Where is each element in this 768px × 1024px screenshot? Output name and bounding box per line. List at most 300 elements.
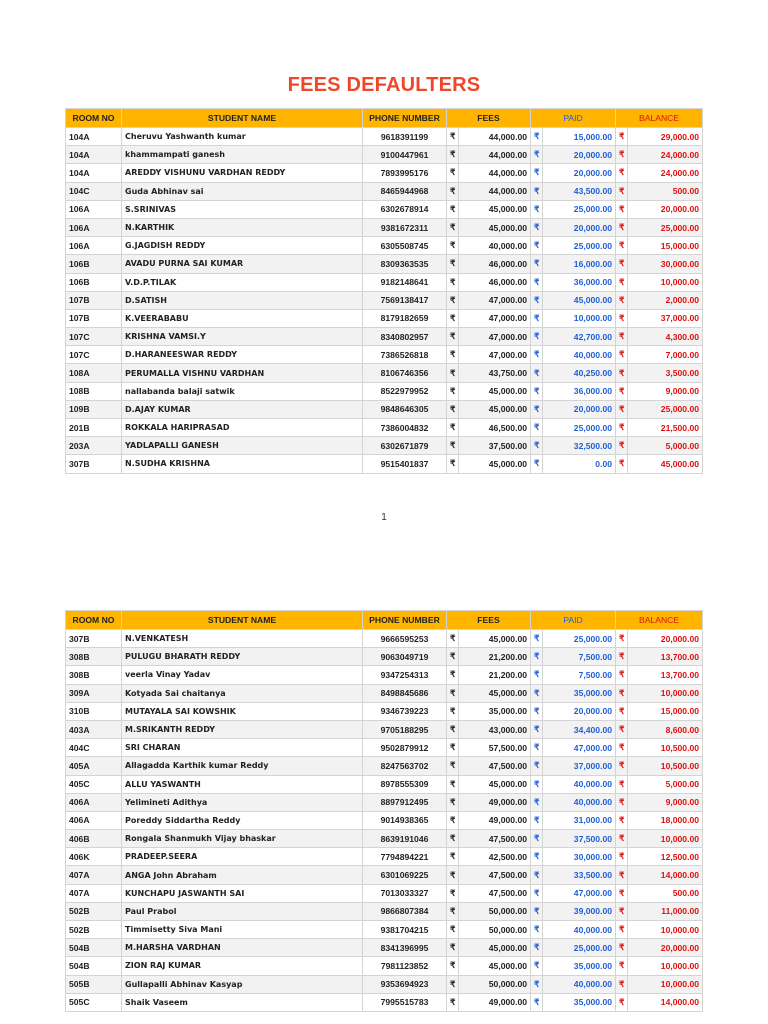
- phone-number-cell: 7794894221: [363, 848, 447, 866]
- paid-header: PAID: [531, 109, 616, 128]
- fees-currency-symbol: ₹: [447, 830, 459, 848]
- balance-cell: 15,000.00: [628, 237, 703, 255]
- balance-cell: 10,000.00: [628, 957, 703, 975]
- phone-number-cell: 9100447961: [363, 146, 447, 164]
- balance-currency-symbol: ₹: [616, 630, 628, 648]
- phone-number-cell: 8179182659: [363, 309, 447, 327]
- phone-number-cell: 9705188295: [363, 720, 447, 738]
- paid-cell: 35,000.00: [543, 684, 616, 702]
- paid-currency-symbol: ₹: [531, 993, 543, 1011]
- phone-number-cell: 8247563702: [363, 757, 447, 775]
- paid-cell: 40,250.00: [543, 364, 616, 382]
- paid-cell: 25,000.00: [543, 939, 616, 957]
- room-no-cell: 106B: [66, 255, 122, 273]
- paid-cell: 10,000.00: [543, 309, 616, 327]
- room-no-cell: 504B: [66, 957, 122, 975]
- fees-currency-symbol: ₹: [447, 164, 459, 182]
- fees-currency-symbol: ₹: [447, 939, 459, 957]
- paid-currency-symbol: ₹: [531, 684, 543, 702]
- student-name-cell: Timmisetty Siva Mani: [122, 921, 363, 939]
- table-row: [66, 921, 703, 939]
- fees-cell: 44,000.00: [459, 182, 531, 200]
- room-no-cell: 106A: [66, 237, 122, 255]
- paid-cell: 47,000.00: [543, 884, 616, 902]
- student-name-cell: D.SATISH: [122, 291, 363, 309]
- fees-currency-symbol: ₹: [447, 364, 459, 382]
- balance-cell: 10,000.00: [628, 273, 703, 291]
- student-name-cell: Poreddy Siddartha Reddy: [122, 811, 363, 829]
- fees-cell: 45,000.00: [459, 630, 531, 648]
- table-row: [66, 848, 703, 866]
- fees-currency-symbol: ₹: [447, 884, 459, 902]
- fees-currency-symbol: ₹: [447, 957, 459, 975]
- balance-currency-symbol: ₹: [616, 328, 628, 346]
- balance-currency-symbol: ₹: [616, 720, 628, 738]
- room-no-cell: 308B: [66, 648, 122, 666]
- balance-cell: 24,000.00: [628, 146, 703, 164]
- fees-cell: 45,000.00: [459, 200, 531, 218]
- paid-cell: 39,000.00: [543, 902, 616, 920]
- paid-currency-symbol: ₹: [531, 811, 543, 829]
- table-row: [66, 218, 703, 236]
- phone-number-cell: 8498845686: [363, 684, 447, 702]
- table-row: [66, 975, 703, 993]
- phone-number-cell: 9618391199: [363, 128, 447, 146]
- phone-number-cell: 7995515783: [363, 993, 447, 1011]
- phone-number-cell: 9502879912: [363, 739, 447, 757]
- balance-cell: 14,000.00: [628, 866, 703, 884]
- paid-currency-symbol: ₹: [531, 309, 543, 327]
- student-name-cell: PULUGU BHARATH REDDY: [122, 648, 363, 666]
- paid-cell: 47,000.00: [543, 739, 616, 757]
- paid-cell: 30,000.00: [543, 848, 616, 866]
- phone-number-cell: 8340802957: [363, 328, 447, 346]
- paid-currency-symbol: ₹: [531, 255, 543, 273]
- table-row: [66, 182, 703, 200]
- table-row: [66, 939, 703, 957]
- phone-number-cell: 9353694923: [363, 975, 447, 993]
- fees-currency-symbol: ₹: [447, 720, 459, 738]
- balance-currency-symbol: ₹: [616, 921, 628, 939]
- phone-number-header: PHONE NUMBER: [363, 109, 447, 128]
- fees-cell: 47,000.00: [459, 309, 531, 327]
- student-name-cell: S.SRINIVAS: [122, 200, 363, 218]
- paid-cell: 34,400.00: [543, 720, 616, 738]
- paid-currency-symbol: ₹: [531, 630, 543, 648]
- fees-currency-symbol: ₹: [447, 975, 459, 993]
- student-name-cell: ANGA John Abraham: [122, 866, 363, 884]
- balance-cell: 9,000.00: [628, 382, 703, 400]
- fees-currency-symbol: ₹: [447, 400, 459, 418]
- paid-cell: 37,500.00: [543, 830, 616, 848]
- fees-cell: 46,500.00: [459, 419, 531, 437]
- fees-cell: 47,500.00: [459, 757, 531, 775]
- room-no-cell: 406K: [66, 848, 122, 866]
- balance-cell: 21,500.00: [628, 419, 703, 437]
- fees-currency-symbol: ₹: [447, 309, 459, 327]
- student-name-cell: PRADEEP.SEERA: [122, 848, 363, 866]
- balance-currency-symbol: ₹: [616, 775, 628, 793]
- fees-currency-symbol: ₹: [447, 848, 459, 866]
- paid-cell: 0.00: [543, 455, 616, 473]
- balance-cell: 12,500.00: [628, 848, 703, 866]
- paid-cell: 36,000.00: [543, 382, 616, 400]
- room-no-cell: 406A: [66, 793, 122, 811]
- room-no-cell: 108A: [66, 364, 122, 382]
- paid-currency-symbol: ₹: [531, 164, 543, 182]
- student-name-cell: Gullapalli Abhinav Kasyap: [122, 975, 363, 993]
- balance-currency-symbol: ₹: [616, 975, 628, 993]
- balance-currency-symbol: ₹: [616, 164, 628, 182]
- balance-cell: 24,000.00: [628, 164, 703, 182]
- paid-cell: 33,500.00: [543, 866, 616, 884]
- fees-currency-symbol: ₹: [447, 437, 459, 455]
- table-row: [66, 364, 703, 382]
- balance-cell: 500.00: [628, 182, 703, 200]
- balance-currency-symbol: ₹: [616, 811, 628, 829]
- balance-currency-symbol: ₹: [616, 757, 628, 775]
- paid-currency-symbol: ₹: [531, 455, 543, 473]
- fees-cell: 45,000.00: [459, 382, 531, 400]
- paid-cell: 43,500.00: [543, 182, 616, 200]
- room-no-cell: 406B: [66, 830, 122, 848]
- table-row: [66, 648, 703, 666]
- paid-currency-symbol: ₹: [531, 648, 543, 666]
- balance-cell: 30,000.00: [628, 255, 703, 273]
- fees-currency-symbol: ₹: [447, 702, 459, 720]
- fees-cell: 21,200.00: [459, 648, 531, 666]
- paid-currency-symbol: ₹: [531, 200, 543, 218]
- paid-currency-symbol: ₹: [531, 146, 543, 164]
- paid-cell: 25,000.00: [543, 419, 616, 437]
- balance-currency-symbol: ₹: [616, 957, 628, 975]
- paid-currency-symbol: ₹: [531, 273, 543, 291]
- room-no-cell: 405A: [66, 757, 122, 775]
- fees-cell: 45,000.00: [459, 775, 531, 793]
- student-name-cell: Cheruvu Yashwanth kumar: [122, 128, 363, 146]
- room-no-cell: 108B: [66, 382, 122, 400]
- balance-currency-symbol: ₹: [616, 739, 628, 757]
- paid-cell: 40,000.00: [543, 775, 616, 793]
- fees-cell: 46,000.00: [459, 255, 531, 273]
- table-row: [66, 702, 703, 720]
- student-name-header: STUDENT NAME: [122, 109, 363, 128]
- phone-number-cell: 8106746356: [363, 364, 447, 382]
- phone-number-cell: 7013033327: [363, 884, 447, 902]
- phone-number-cell: 9381672311: [363, 218, 447, 236]
- fees-currency-symbol: ₹: [447, 237, 459, 255]
- table-row: [66, 400, 703, 418]
- fees-cell: 47,500.00: [459, 866, 531, 884]
- balance-cell: 2,000.00: [628, 291, 703, 309]
- student-name-cell: YADLAPALLI GANESH: [122, 437, 363, 455]
- balance-currency-symbol: ₹: [616, 128, 628, 146]
- fees-cell: 47,000.00: [459, 291, 531, 309]
- paid-cell: 16,000.00: [543, 255, 616, 273]
- table-row: [66, 237, 703, 255]
- paid-header: PAID: [531, 611, 616, 630]
- room-no-cell: 201B: [66, 419, 122, 437]
- balance-cell: 37,000.00: [628, 309, 703, 327]
- student-name-header: STUDENT NAME: [122, 611, 363, 630]
- room-no-cell: 309A: [66, 684, 122, 702]
- page-number: 1: [381, 512, 387, 523]
- room-no-cell: 405C: [66, 775, 122, 793]
- balance-cell: 18,000.00: [628, 811, 703, 829]
- balance-currency-symbol: ₹: [616, 666, 628, 684]
- phone-number-cell: 7893995176: [363, 164, 447, 182]
- balance-cell: 10,500.00: [628, 757, 703, 775]
- table-header-row: [66, 611, 703, 630]
- student-name-cell: AREDDY VISHUNU VARDHAN REDDY: [122, 164, 363, 182]
- fees-cell: 47,500.00: [459, 884, 531, 902]
- phone-number-cell: 8897912495: [363, 793, 447, 811]
- fees-cell: 44,000.00: [459, 164, 531, 182]
- paid-cell: 31,000.00: [543, 811, 616, 829]
- balance-cell: 13,700.00: [628, 648, 703, 666]
- paid-cell: 36,000.00: [543, 273, 616, 291]
- student-name-cell: Paul Prabol: [122, 902, 363, 920]
- table-row: [66, 455, 703, 473]
- fees-cell: 47,500.00: [459, 830, 531, 848]
- table-row: [66, 775, 703, 793]
- phone-number-cell: 7386004832: [363, 419, 447, 437]
- fees-cell: 47,000.00: [459, 346, 531, 364]
- balance-cell: 15,000.00: [628, 702, 703, 720]
- fees-currency-symbol: ₹: [447, 902, 459, 920]
- paid-currency-symbol: ₹: [531, 382, 543, 400]
- student-name-cell: V.D.P.TILAK: [122, 273, 363, 291]
- paid-currency-symbol: ₹: [531, 400, 543, 418]
- balance-currency-symbol: ₹: [616, 939, 628, 957]
- fees-currency-symbol: ₹: [447, 273, 459, 291]
- room-no-cell: 310B: [66, 702, 122, 720]
- fees-currency-symbol: ₹: [447, 666, 459, 684]
- balance-currency-symbol: ₹: [616, 848, 628, 866]
- balance-currency-symbol: ₹: [616, 437, 628, 455]
- balance-currency-symbol: ₹: [616, 993, 628, 1011]
- student-name-cell: D.HARANEESWAR REDDY: [122, 346, 363, 364]
- fees-cell: 50,000.00: [459, 921, 531, 939]
- balance-currency-symbol: ₹: [616, 200, 628, 218]
- fees-cell: 43,750.00: [459, 364, 531, 382]
- paid-cell: 42,700.00: [543, 328, 616, 346]
- fees-cell: 37,500.00: [459, 437, 531, 455]
- paid-currency-symbol: ₹: [531, 328, 543, 346]
- balance-cell: 45,000.00: [628, 455, 703, 473]
- student-name-cell: N.KARTHIK: [122, 218, 363, 236]
- fees-currency-symbol: ₹: [447, 146, 459, 164]
- room-no-cell: 504B: [66, 939, 122, 957]
- table-row: [66, 273, 703, 291]
- balance-currency-symbol: ₹: [616, 218, 628, 236]
- fees-currency-symbol: ₹: [447, 419, 459, 437]
- table-row: [66, 255, 703, 273]
- table-row: [66, 884, 703, 902]
- balance-cell: 10,000.00: [628, 975, 703, 993]
- fees-currency-symbol: ₹: [447, 993, 459, 1011]
- paid-cell: 40,000.00: [543, 921, 616, 939]
- paid-currency-symbol: ₹: [531, 218, 543, 236]
- phone-number-cell: 8978555309: [363, 775, 447, 793]
- fees-cell: 45,000.00: [459, 218, 531, 236]
- balance-currency-symbol: ₹: [616, 291, 628, 309]
- paid-cell: 40,000.00: [543, 793, 616, 811]
- fees-cell: 21,200.00: [459, 666, 531, 684]
- room-no-cell: 107B: [66, 309, 122, 327]
- fees-currency-symbol: ₹: [447, 200, 459, 218]
- balance-cell: 13,700.00: [628, 666, 703, 684]
- phone-number-cell: 8341396995: [363, 939, 447, 957]
- paid-currency-symbol: ₹: [531, 702, 543, 720]
- table-row: [66, 739, 703, 757]
- paid-currency-symbol: ₹: [531, 775, 543, 793]
- page-title: FEES DEFAULTERS: [287, 74, 481, 96]
- room-no-cell: 104C: [66, 182, 122, 200]
- phone-number-cell: 6302671879: [363, 437, 447, 455]
- fees-cell: 45,000.00: [459, 684, 531, 702]
- paid-currency-symbol: ₹: [531, 848, 543, 866]
- balance-cell: 5,000.00: [628, 775, 703, 793]
- balance-cell: 11,000.00: [628, 902, 703, 920]
- table-row: [66, 291, 703, 309]
- balance-currency-symbol: ₹: [616, 346, 628, 364]
- paid-cell: 20,000.00: [543, 218, 616, 236]
- fees-cell: 44,000.00: [459, 128, 531, 146]
- room-no-cell: 307B: [66, 455, 122, 473]
- table-row: [66, 957, 703, 975]
- student-name-cell: D.AJAY KUMAR: [122, 400, 363, 418]
- balance-currency-symbol: ₹: [616, 309, 628, 327]
- table-row: [66, 346, 703, 364]
- room-no-cell: 308B: [66, 666, 122, 684]
- table-row: [66, 146, 703, 164]
- fees-currency-symbol: ₹: [447, 630, 459, 648]
- table-row: [66, 128, 703, 146]
- room-no-cell: 107C: [66, 328, 122, 346]
- balance-cell: 20,000.00: [628, 630, 703, 648]
- paid-currency-symbol: ₹: [531, 939, 543, 957]
- student-name-cell: Guda Abhinav sai: [122, 182, 363, 200]
- paid-cell: 7,500.00: [543, 648, 616, 666]
- student-name-cell: Shaik Vaseem: [122, 993, 363, 1011]
- balance-cell: 14,000.00: [628, 993, 703, 1011]
- phone-number-cell: 7569138417: [363, 291, 447, 309]
- balance-currency-symbol: ₹: [616, 884, 628, 902]
- balance-currency-symbol: ₹: [616, 146, 628, 164]
- phone-number-cell: 7386526818: [363, 346, 447, 364]
- room-no-cell: 505C: [66, 993, 122, 1011]
- room-no-cell: 404C: [66, 739, 122, 757]
- balance-currency-symbol: ₹: [616, 902, 628, 920]
- table-row: [66, 309, 703, 327]
- room-no-cell: 203A: [66, 437, 122, 455]
- phone-number-cell: 9381704215: [363, 921, 447, 939]
- table-row: [66, 437, 703, 455]
- balance-cell: 29,000.00: [628, 128, 703, 146]
- student-name-cell: N.VENKATESH: [122, 630, 363, 648]
- table-row: [66, 419, 703, 437]
- fees-cell: 45,000.00: [459, 939, 531, 957]
- table-row: [66, 902, 703, 920]
- balance-currency-symbol: ₹: [616, 866, 628, 884]
- student-name-cell: ZION RAJ KUMAR: [122, 957, 363, 975]
- fees-currency-symbol: ₹: [447, 182, 459, 200]
- phone-number-cell: 9866807384: [363, 902, 447, 920]
- table-row: [66, 666, 703, 684]
- paid-currency-symbol: ₹: [531, 364, 543, 382]
- paid-currency-symbol: ₹: [531, 437, 543, 455]
- fees-currency-symbol: ₹: [447, 757, 459, 775]
- room-no-cell: 106A: [66, 200, 122, 218]
- defaulters-table-page-2: [65, 610, 703, 1012]
- paid-currency-symbol: ₹: [531, 975, 543, 993]
- room-no-cell: 107B: [66, 291, 122, 309]
- paid-cell: 40,000.00: [543, 975, 616, 993]
- paid-currency-symbol: ₹: [531, 921, 543, 939]
- room-no-cell: 502B: [66, 902, 122, 920]
- table-row: [66, 328, 703, 346]
- paid-currency-symbol: ₹: [531, 128, 543, 146]
- paid-currency-symbol: ₹: [531, 866, 543, 884]
- balance-cell: 9,000.00: [628, 793, 703, 811]
- paid-cell: 25,000.00: [543, 200, 616, 218]
- paid-currency-symbol: ₹: [531, 739, 543, 757]
- student-name-cell: Yelimineti Adithya: [122, 793, 363, 811]
- room-no-cell: 107C: [66, 346, 122, 364]
- paid-currency-symbol: ₹: [531, 884, 543, 902]
- fees-cell: 50,000.00: [459, 902, 531, 920]
- paid-currency-symbol: ₹: [531, 830, 543, 848]
- table-row: [66, 757, 703, 775]
- balance-currency-symbol: ₹: [616, 419, 628, 437]
- table-row: [66, 382, 703, 400]
- balance-cell: 3,500.00: [628, 364, 703, 382]
- room-no-header: ROOM NO: [66, 109, 122, 128]
- balance-cell: 20,000.00: [628, 939, 703, 957]
- room-no-cell: 106B: [66, 273, 122, 291]
- room-no-cell: 106A: [66, 218, 122, 236]
- fees-currency-symbol: ₹: [447, 775, 459, 793]
- balance-currency-symbol: ₹: [616, 684, 628, 702]
- student-name-cell: N.SUDHA KRISHNA: [122, 455, 363, 473]
- student-name-cell: ROKKALA HARIPRASAD: [122, 419, 363, 437]
- paid-cell: 15,000.00: [543, 128, 616, 146]
- balance-currency-symbol: ₹: [616, 830, 628, 848]
- balance-cell: 10,000.00: [628, 830, 703, 848]
- paid-cell: 32,500.00: [543, 437, 616, 455]
- room-no-cell: 505B: [66, 975, 122, 993]
- balance-currency-symbol: ₹: [616, 400, 628, 418]
- paid-cell: 45,000.00: [543, 291, 616, 309]
- paid-cell: 20,000.00: [543, 164, 616, 182]
- balance-currency-symbol: ₹: [616, 648, 628, 666]
- phone-number-cell: 8465944968: [363, 182, 447, 200]
- fees-currency-symbol: ₹: [447, 328, 459, 346]
- table-row: [66, 200, 703, 218]
- fees-cell: 43,000.00: [459, 720, 531, 738]
- phone-number-cell: 9515401837: [363, 455, 447, 473]
- phone-number-header: PHONE NUMBER: [363, 611, 447, 630]
- student-name-cell: ALLU YASWANTH: [122, 775, 363, 793]
- fees-cell: 49,000.00: [459, 793, 531, 811]
- balance-currency-symbol: ₹: [616, 455, 628, 473]
- fees-header: FEES: [447, 109, 531, 128]
- paid-currency-symbol: ₹: [531, 902, 543, 920]
- paid-currency-symbol: ₹: [531, 793, 543, 811]
- student-name-cell: PERUMALLA VISHNU VARDHAN: [122, 364, 363, 382]
- table-row: [66, 720, 703, 738]
